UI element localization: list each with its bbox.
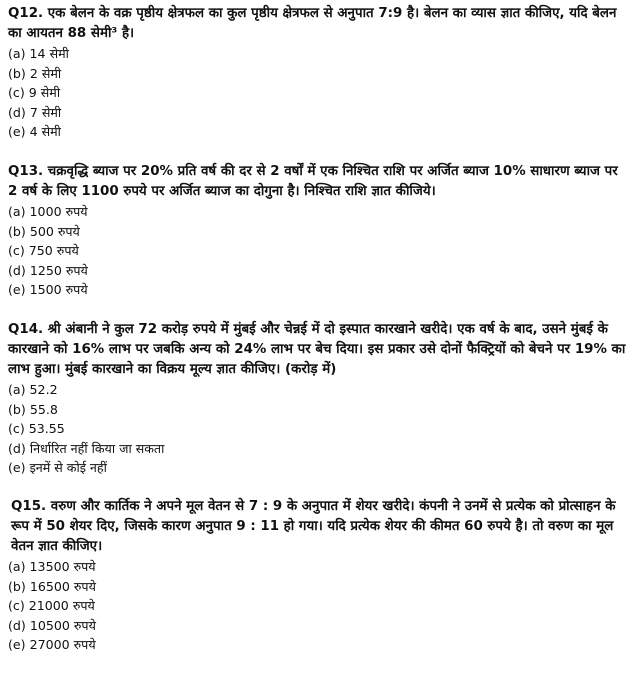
question-text bbox=[8, 162, 628, 202]
question-body: चक्रवृद्धि ब्याज पर 20% प्रति वर्ष की दर से 2 वर्षों में एक निश्चित राशि पर अर्जित ब्याज 10% साधारण ब्याज पर 2 वर्ष के लिए 1100 रुपये पर अर्जित ब्याज का दोगुना है। निश्चित राशि ज्ञात कीजिये। bbox=[8, 163, 618, 199]
option-a: (a) 1000 रुपये bbox=[8, 203, 88, 219]
option-e: (e) 4 सेमी bbox=[8, 124, 61, 140]
option-d: (d) निर्धारित नहीं किया जा सकता bbox=[8, 440, 165, 456]
question-text bbox=[8, 497, 628, 557]
question-13 bbox=[8, 162, 628, 300]
question-number: Q14. bbox=[8, 321, 44, 337]
option-a: (a) 14 सेमी bbox=[8, 46, 69, 61]
question-body: एक बेलन के वक्र पृष्ठीय क्षेत्रफल का कुल पृष्ठीय क्षेत्रफल से अनुपात 7:9 है। बेलन का व्यास ज्ञात कीजिए, यदि बेलन का आयतन 88 सेमी³ है। bbox=[8, 6, 617, 41]
option-a: (a) 13500 रुपये bbox=[8, 558, 96, 574]
option-e: (e) 27000 रुपये bbox=[8, 637, 96, 653]
question-number: Q12. bbox=[8, 6, 44, 21]
question-text bbox=[8, 320, 628, 380]
question-number: Q13. bbox=[8, 163, 44, 179]
option-e: (e) 1500 रुपये bbox=[8, 282, 88, 298]
option-b: (b) 2 सेमी bbox=[8, 65, 62, 81]
question-12 bbox=[8, 4, 628, 142]
option-c: (c) 53.55 bbox=[8, 421, 65, 437]
question-text bbox=[8, 4, 628, 44]
option-list bbox=[8, 202, 628, 300]
spacer bbox=[8, 300, 628, 320]
option-list bbox=[8, 380, 628, 478]
question-14 bbox=[8, 320, 628, 478]
option-list bbox=[8, 44, 628, 142]
option-list bbox=[8, 557, 628, 655]
option-b: (b) 500 रुपये bbox=[8, 223, 80, 239]
option-d: (d) 7 सेमी bbox=[8, 104, 62, 120]
option-c: (c) 21000 रुपये bbox=[8, 598, 95, 614]
option-b: (b) 16500 रुपये bbox=[8, 578, 96, 594]
option-d: (d) 10500 रुपये bbox=[8, 617, 96, 633]
option-e: (e) इनमें से कोई नहीं bbox=[8, 460, 107, 476]
question-15 bbox=[8, 497, 628, 655]
option-b: (b) 55.8 bbox=[8, 401, 58, 417]
question-body: वरुण और कार्तिक ने अपने मूल वेतन से 7 : 9 के अनुपात में शेयर खरीदे। कंपनी ने उनमें से प्रत्येक को प्रोत्साहन के रूप में 50 शेयर दिए, जिसके कारण अनुपात 9 : 11 हो गया। यदि प्रत्येक शेयर की कीमत 60 रुपये है। तो वरुण का मूल वेतन ज्ञात कीजिए। bbox=[11, 498, 616, 554]
option-c: (c) 9 सेमी bbox=[8, 85, 61, 101]
option-a: (a) 52.2 bbox=[8, 381, 58, 397]
option-d: (d) 1250 रुपये bbox=[8, 262, 88, 278]
spacer bbox=[8, 142, 628, 162]
question-number: Q15. bbox=[11, 498, 47, 514]
question-body: श्री अंबानी ने कुल 72 करोड़ रुपये में मुंबई और चेन्नई में दो इस्पात कारखाने खरीदे। एक वर्ष के बाद, उसने मुंबई के कारखाने को 16% लाभ पर जबकि अन्य को 24% लाभ पर बेच दिया। इस प्रकार उसे दोनों फैक्ट्रियों को बेचने पर 19% का लाभ हुआ। मुंबई कारखाने का विक्रय मूल्य ज्ञात कीजिए। (करोड़ में) bbox=[8, 321, 626, 377]
spacer bbox=[8, 478, 628, 497]
option-c: (c) 750 रुपये bbox=[8, 243, 79, 259]
